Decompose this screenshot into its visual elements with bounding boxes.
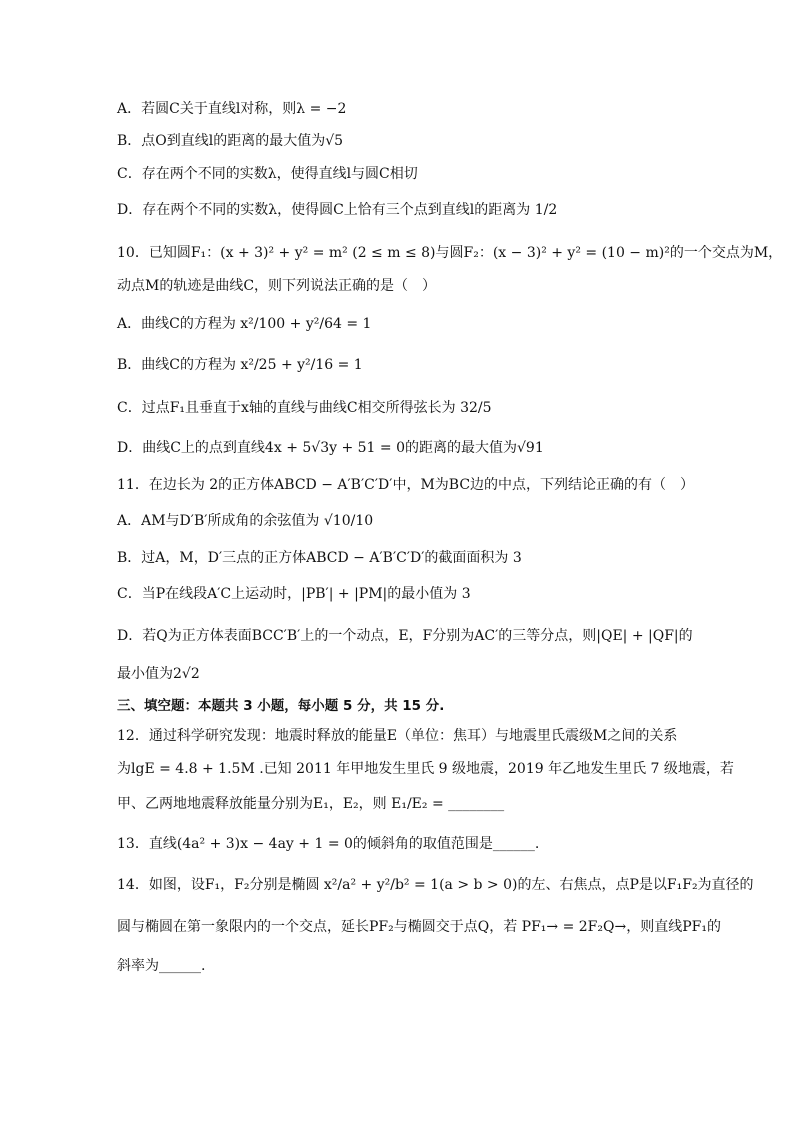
q12-stem-line3: 甲、乙两地地震释放能量分别为E₁，E₂，则 E₁/E₂ = ________ bbox=[117, 796, 505, 812]
q10-stem-line2: 动点M的轨迹是曲线C，则下列说法正确的是（ ） bbox=[117, 278, 437, 294]
q11-option-c: C．当P在线段A′C上运动时，|PB′| + |PM|的最小值为 3 bbox=[117, 586, 471, 602]
q9-option-b: B．点O到直线l的距离的最大值为√5 bbox=[117, 133, 344, 149]
q11-option-b: B．过A，M，D′三点的正方体ABCD − A′B′C′D′的截面面积为 3 bbox=[117, 550, 522, 566]
q9-option-d: D．存在两个不同的实数λ，使得圆C上恰有三个点到直线l的距离为 1/2 bbox=[117, 202, 558, 218]
q14-stem-line2: 圆与椭圆在第一象限内的一个交点，延长PF₂与椭圆交于点Q，若 PF₁→ = 2F₂Q→，则直线PF₁的 bbox=[117, 919, 721, 935]
q12-stem-line2: 为lgE = 4.8 + 1.5M .已知 2011 年甲地发生里氏 9 级地震，2019 年乙地发生里氏 7 级地震，若 bbox=[117, 761, 734, 777]
q10-stem-line1: 10．已知圆F₁：(x + 3)² + y² = m² (2 ≤ m ≤ 8)与圆F₂：(x − 3)² + y² = (10 − m)²的一个交点为M， bbox=[117, 245, 783, 261]
q11-option-d-line2: 最小值为2√2 bbox=[117, 666, 200, 682]
q10-option-b: B．曲线C的方程为 x²/25 + y²/16 = 1 bbox=[117, 357, 363, 373]
q11-stem: 11．在边长为 2的正方体ABCD − A′B′C′D′中，M为BC边的中点，下列结论正确的有（ ） bbox=[117, 477, 695, 493]
q9-option-a: A．若圆C关于直线l对称，则λ = −2 bbox=[117, 101, 347, 117]
q10-option-c: C．过点F₁且垂直于x轴的直线与曲线C相交所得弦长为 32/5 bbox=[117, 400, 492, 416]
q10-option-a: A．曲线C的方程为 x²/100 + y²/64 = 1 bbox=[117, 316, 372, 332]
q14-stem-line3: 斜率为______. bbox=[117, 958, 206, 974]
q11-option-d-line1: D．若Q为正方体表面BCC′B′上的一个动点，E，F分别为AC′的三等分点，则|QE| + |QF|的 bbox=[117, 628, 693, 644]
section-heading-fill-in: 三、填空题：本题共 3 小题，每小题 5 分，共 15 分. bbox=[117, 698, 445, 714]
q10-option-d: D．曲线C上的点到直线4x + 5√3y + 51 = 0的距离的最大值为√91 bbox=[117, 440, 544, 456]
q9-option-c: C．存在两个不同的实数λ，使得直线l与圆C相切 bbox=[117, 166, 418, 182]
q14-stem-line1: 14．如图，设F₁，F₂分别是椭圆 x²/a² + y²/b² = 1(a > b > 0)的左、右焦点，点P是以F₁F₂为直径的 bbox=[117, 877, 754, 893]
q13-stem: 13．直线(4a² + 3)x − 4ay + 1 = 0的倾斜角的取值范围是______. bbox=[117, 836, 540, 852]
q11-option-a: A．AM与D′B′所成角的余弦值为 √10/10 bbox=[117, 513, 374, 529]
q12-stem-line1: 12．通过科学研究发现：地震时释放的能量E（单位：焦耳）与地震里氏震级M之间的关系 bbox=[117, 728, 678, 744]
